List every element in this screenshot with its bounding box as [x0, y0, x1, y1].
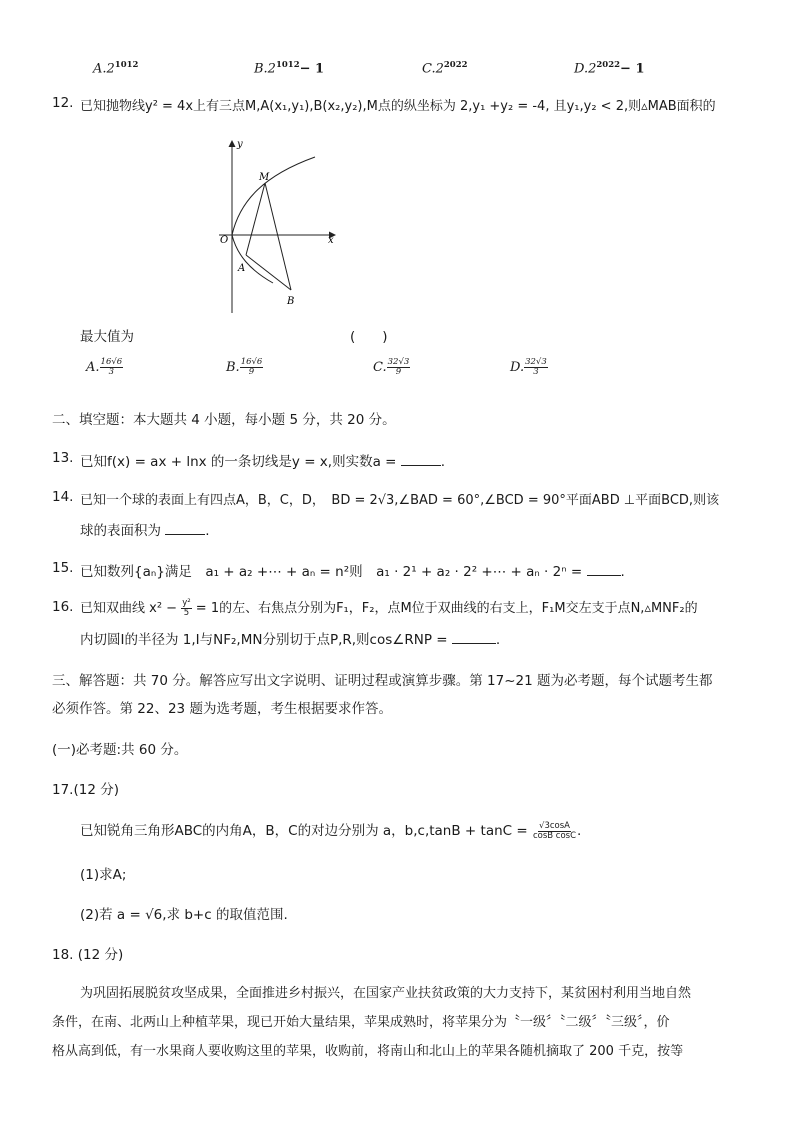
- q15-blank[interactable]: [587, 575, 621, 576]
- label-y: y: [237, 139, 243, 150]
- q16-continuation: 内切圆I的半径为 1,I与NF₂,MN分别切于点P,R,则cos∠RNP = .: [80, 632, 501, 648]
- q15-number: 15.: [52, 560, 74, 576]
- q13-number: 13.: [52, 450, 74, 466]
- q18-line-1: 为巩固拓展脱贫攻坚成果，全面推进乡村振兴，在国家产业扶贫政策的大力支持下，某贫困村利用当地自然: [80, 986, 692, 1001]
- section-solution-heading-line2: 必须作答。第 22、23 题为选考题，考生根据要求作答。: [52, 701, 392, 717]
- q18-line-2: 条件，在南、北两山上种植苹果，现已开始大量结果，苹果成熟时，将苹果分为〝一级〞〝二级〞〝三级〞，价: [52, 1015, 670, 1030]
- q16-blank[interactable]: [452, 643, 496, 644]
- segment-ma: [246, 183, 265, 255]
- label-a: A: [238, 263, 246, 274]
- q12-parabola-figure: [205, 135, 355, 315]
- q12-option-c: C. $\frac{32√3}{9}$: [373, 357, 410, 377]
- q15-text: 已知数列{aₙ}满足 a₁ + a₂ +⋯ + aₙ = n²则 a₁ · 2¹ + a₂ · 2² +⋯ + aₙ · 2ⁿ = .: [80, 564, 625, 580]
- q11-option-d: $D.2^{2022}- 1$: [574, 60, 645, 77]
- q12-option-a: A. $\frac{16√6}{3}$: [86, 357, 123, 377]
- q14-blank[interactable]: [165, 534, 205, 535]
- q18-line-3: 格从高到低，有一水果商人要收购这里的苹果，收购前，将南山和北山上的苹果各随机摘取了 200 千克，按等: [52, 1044, 684, 1059]
- q14-continuation: 球的表面积为 .: [80, 523, 210, 539]
- q18-header: 18. (12 分): [52, 947, 124, 963]
- q12-number: 12.: [52, 95, 74, 111]
- q11-option-b: $B.2^{1012}- 1$: [254, 60, 325, 77]
- label-b: B: [287, 296, 295, 307]
- section-fill-in-heading: 二、填空题：本大题共 4 小题，每小题 5 分，共 20 分。: [52, 412, 396, 428]
- q12-continuation: 最大值为: [80, 329, 134, 345]
- label-o: O: [220, 235, 229, 246]
- label-x: x: [328, 235, 334, 246]
- q17-header: 17.(12 分): [52, 782, 119, 798]
- q11-option-a: $A.2^{1012}$: [93, 60, 139, 77]
- q16-number: 16.: [52, 599, 74, 615]
- q12-option-d: D. $\frac{32√3}{3}$: [510, 357, 547, 377]
- section-solution-heading-line1: 三、解答题：共 70 分。解答应写出文字说明、证明过程或演算步骤。第 17~21 题为必考题，每个试题考生都: [52, 673, 713, 689]
- q13-text: 已知f(x) = ax + lnx 的一条切线是y = x,则实数a = .: [80, 454, 446, 470]
- q11-option-c: $C.2^{2022}$: [422, 60, 468, 77]
- q16-text: 已知双曲线 x² − $\frac{\text{y²}}{5}$ = 1的左、右焦点分别为F₁，F₂，点M位于双曲线的右支上，F₁M交左支于点N,▵MNF₂的: [80, 598, 698, 618]
- q12-text: 已知抛物线y² = 4x上有三点M,A(x₁,y₁),B(x₂,y₂),M点的纵坐标为 2,y₁ +y₂ = -4, 且y₁,y₂ < 2,则▵MAB面积的: [80, 99, 716, 114]
- required-questions-heading: (一)必考题:共 60 分。: [52, 742, 188, 758]
- label-m: M: [259, 172, 270, 183]
- segment-mb: [265, 183, 291, 290]
- q12-option-b: B. $\frac{16√6}{9}$: [226, 357, 263, 377]
- q17-part-2: (2)若 a = √6,求 b+c 的取值范围.: [80, 907, 288, 923]
- q17-statement: 已知锐角三角形ABC的内角A，B，C的对边分别为 a，b,c,tanB + tanC = $\frac{√3\cos A}{\text{cosB cosC}}$ .: [80, 820, 582, 841]
- q14-text: 已知一个球的表面上有四点A，B，C，D， BD = 2√3,∠BAD = 60°,∠BCD = 90°平面ABD ⊥平面BCD,则该: [80, 493, 720, 508]
- q14-number: 14.: [52, 489, 74, 505]
- q13-blank[interactable]: [401, 465, 441, 466]
- q17-part-1: (1)求A;: [80, 867, 127, 883]
- q12-answer-paren: ( ): [350, 329, 388, 345]
